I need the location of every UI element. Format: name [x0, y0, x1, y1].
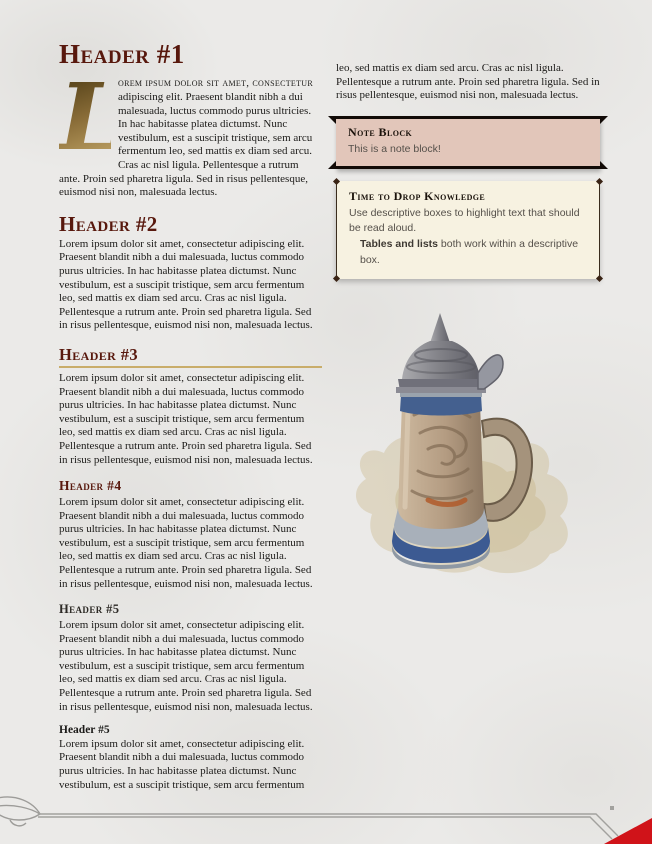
drop-cap: L: [59, 63, 124, 172]
heading-1: Header #1: [59, 39, 185, 69]
note-block-title: Note Block: [348, 124, 413, 139]
section-2-paragraph: Lorem ipsum dolor sit amet, consectetur adipiscing elit. Praesent blandit nibh a dui malesuada, luctus commodo purus ultricies. In hac habitasse platea dictumst. Nunc vestibulum, est a suscipit tristique, sem arcu fermentum leo, sed mattis ex diam sed arcu. Cras ac nisl ligula. Pellentesque a rutrum ante. Proin sed pharetra ligula. Sed in risus pellentesque, euismod nisi non, malesuada lectus.: [59, 237, 313, 332]
note-block: [336, 116, 600, 169]
heading-4: Header #4: [59, 478, 122, 494]
footer-flourish-icon: [0, 797, 40, 826]
note-corner-icon: [328, 116, 336, 124]
section-2: [59, 213, 322, 333]
stein-lid: [396, 313, 486, 393]
note-corner-icon: [600, 161, 608, 169]
footer-red-triangle-icon: [604, 818, 652, 844]
section-6-paragraph: Lorem ipsum dolor sit amet, consectetur adipiscing elit. Praesent blandit nibh a dui malesuada, luctus commodo purus ultricies. In hac habitasse platea dictumst. Nunc vestibulum, est a suscipit tristique, sem arcu fermentum: [59, 737, 305, 791]
note-corner-icon: [600, 116, 608, 124]
section-4: [59, 479, 322, 591]
descriptive-box-line2-rest: both work within a descriptive box.: [360, 238, 579, 266]
continuation-paragraph: leo, sed mattis ex diam sed arcu. Cras ac nisl ligula. Pellentesque a rutrum ante. Proin sed pharetra ligula. Sed in risus pellentesque, euismod nisi non, malesuada lectus.: [336, 62, 600, 102]
descriptive-box-line2-bold: Tables and lists: [360, 238, 438, 251]
note-block-body: This is a note block!: [348, 142, 441, 155]
note-corner-icon: [328, 161, 336, 169]
intro-lead-smallcaps: orem ipsum dolor sit amet, consectetur: [118, 77, 314, 90]
stein-body: [398, 403, 484, 531]
section-6: [59, 724, 322, 792]
corner-dot-icon: [333, 177, 340, 184]
stein-top-blue-band: [400, 395, 482, 416]
heading-6-bold: Header #5: [59, 724, 110, 737]
corner-dot-icon: [596, 274, 603, 281]
footer-decoration: [0, 794, 652, 844]
corner-dot-icon: [333, 274, 340, 281]
illustration-container: [336, 303, 600, 603]
left-column: [59, 40, 322, 792]
section-4-paragraph: Lorem ipsum dolor sit amet, consectetur adipiscing elit. Praesent blandit nibh a dui malesuada, luctus commodo purus ultricies. In hac habitasse platea dictumst. Nunc vestibulum, est a suscipit tristique, sem arcu fermentum leo, sed mattis ex diam sed arcu. Cras ac nisl ligula. Pellentesque a rutrum ante. Proin sed pharetra ligula. Sed in risus pellentesque, euismod nisi non, malesuada lectus.: [59, 496, 313, 590]
intro-paragraph: [59, 63, 322, 199]
section-5-paragraph: Lorem ipsum dolor sit amet, consectetur adipiscing elit. Praesent blandit nibh a dui malesuada, luctus commodo purus ultricies. In hac habitasse platea dictumst. Nunc vestibulum, est a suscipit tristique, sem arcu fermentum leo, sed mattis ex diam sed arcu. Cras ac nisl ligula. Pellentesque a rutrum ante. Proin sed pharetra ligula. Sed in risus pellentesque, euismod nisi non, malesuada lectus.: [59, 618, 313, 713]
stein-thumb-lever: [478, 354, 503, 388]
section-3: [59, 346, 322, 467]
beer-stein-illustration: [344, 303, 574, 593]
footer-rule: [38, 814, 618, 839]
intro-rest: adipiscing elit. Praesent blandit nibh a dui malesuada, luctus commodo purus ultricies. In hac habitasse platea dictumst. Nunc vestibulum, est a suscipit tristique, sem arcu fermentum leo, sed mattis ex diam sed arcu. Cras ac nisl ligula. Pellentesque a rutrum ante. Proin sed pharetra ligula. Sed in risus pellentesque, euismod nisi non, malesuada lectus.: [59, 90, 313, 199]
heading-5: Header #5: [59, 602, 120, 617]
descriptive-box: [336, 181, 600, 279]
descriptive-box-line2: [349, 237, 587, 269]
section-5: [59, 603, 322, 714]
descriptive-box-line1: Use descriptive boxes to highlight text that should be read aloud.: [349, 206, 580, 235]
right-column: [336, 62, 600, 603]
footer-square-dot-icon: [610, 806, 614, 810]
heading-3: Header #3: [59, 346, 322, 368]
corner-dot-icon: [596, 177, 603, 184]
heading-2: Header #2: [59, 211, 158, 236]
descriptive-box-title: Time to Drop Knowledge: [349, 188, 486, 203]
section-3-paragraph: Lorem ipsum dolor sit amet, consectetur adipiscing elit. Praesent blandit nibh a dui malesuada, luctus commodo purus ultricies. In hac habitasse platea dictumst. Nunc vestibulum, est a suscipit tristique, sem arcu fermentum leo, sed mattis ex diam sed arcu. Cras ac nisl ligula. Pellentesque a rutrum ante. Proin sed pharetra ligula. Sed in risus pellentesque, euismod nisi non, malesuada lectus.: [59, 372, 313, 466]
